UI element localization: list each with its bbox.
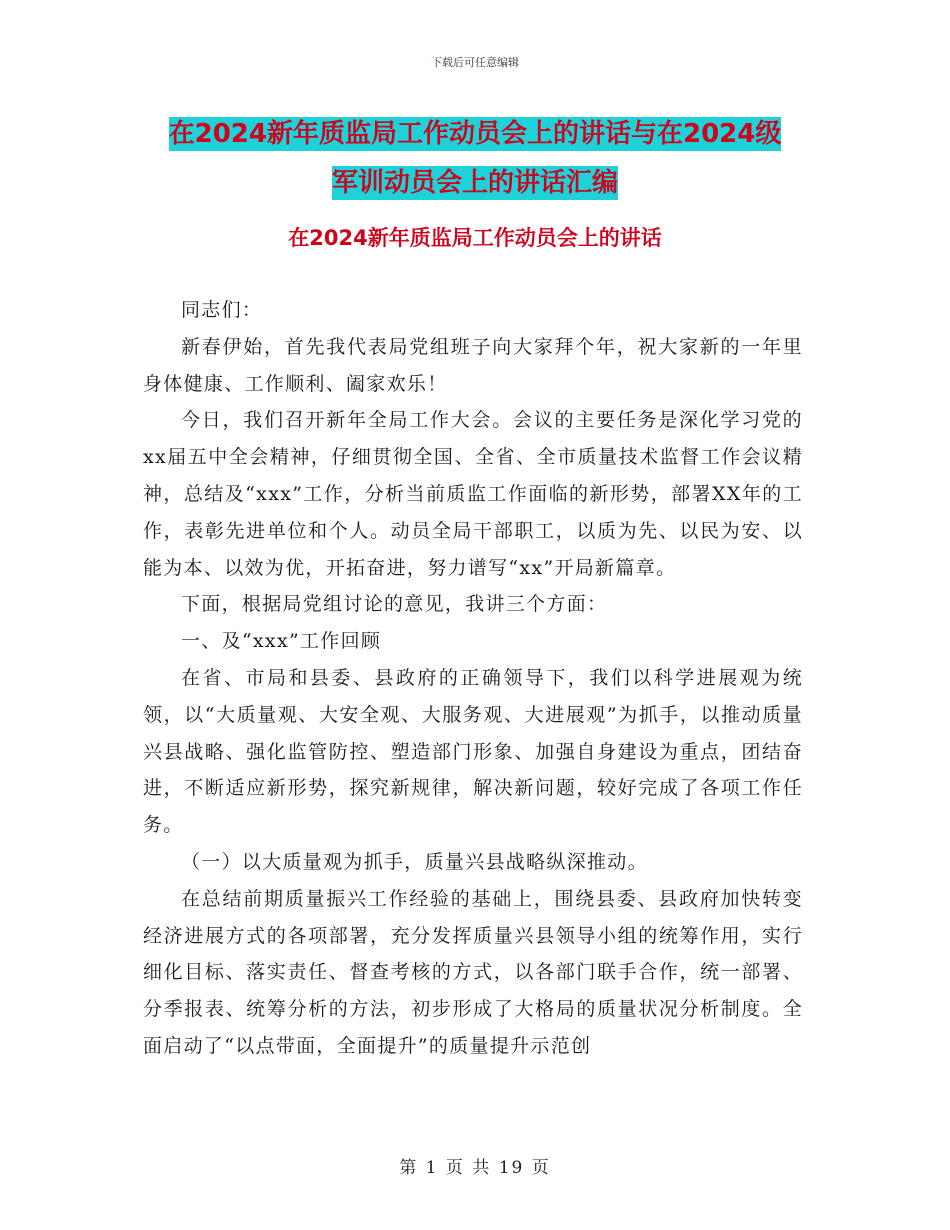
- paragraph: 新春伊始，首先我代表局党组班子向大家拜个年，祝大家新的一年里身体健康、工作顺利、阖家欢乐！: [143, 335, 803, 395]
- paragraph-heading: 一、及“xxx”工作回顾: [181, 630, 382, 653]
- header-note: 下载后可任意编辑: [431, 56, 519, 69]
- document-body: [143, 292, 803, 1065]
- paragraph: 下面，根据局党组讨论的意见，我讲三个方面：: [181, 593, 608, 616]
- title-line-2: 军训动员会上的讲话汇编: [331, 168, 618, 198]
- paragraph: 今日，我们召开新年全局工作大会。会议的主要任务是深化学习党的xx届五中全会精神，仔细贯彻全国、全省、全市质量技术监督工作会议精神，总结及“xxx”工作，分析当前质监工作面临的新形势，部署XX年的工作，表彰先进单位和个人。动员全局干部职工，以质为先、以民为安、以能为本、以效为优，开拓奋进，努力谱写“xx”开局新篇章。: [143, 409, 803, 579]
- paragraph-salutation: 同志们：: [181, 299, 263, 321]
- paragraph: 在总结前期质量振兴工作经验的基础上，围绕县委、县政府加快转变经济进展方式的各项部署，充分发挥质量兴县领导小组的统筹作用，实行细化目标、落实责任、督查考核的方式，以各部门联手合作，统一部署、分季报表、统筹分析的方法，初步形成了大格局的质量状况分析制度。全面启动了“以点带面，全面提升”的质量提升示范创: [143, 887, 803, 1057]
- document-title: [140, 110, 810, 208]
- page-number-footer: 第 1 页 共 19 页: [399, 1158, 551, 1178]
- section-title: 在2024新年质监局工作动员会上的讲话: [288, 226, 662, 250]
- title-line-1: 在2024新年质监局工作动员会上的讲话与在2024级: [168, 119, 782, 149]
- paragraph-subheading: （一）以大质量观为抓手，质量兴县战略纵深推动。: [181, 850, 648, 873]
- paragraph: 在省、市局和县委、县政府的正确领导下，我们以科学进展观为统领，以“大质量观、大安全观、大服务观、大进展观”为抓手，以推动质量兴县战略、强化监管防控、塑造部门形象、加强自身建设为重点，团结奋进，不断适应新形势，探究新规律，解决新问题，较好完成了各项工作任务。: [143, 666, 803, 837]
